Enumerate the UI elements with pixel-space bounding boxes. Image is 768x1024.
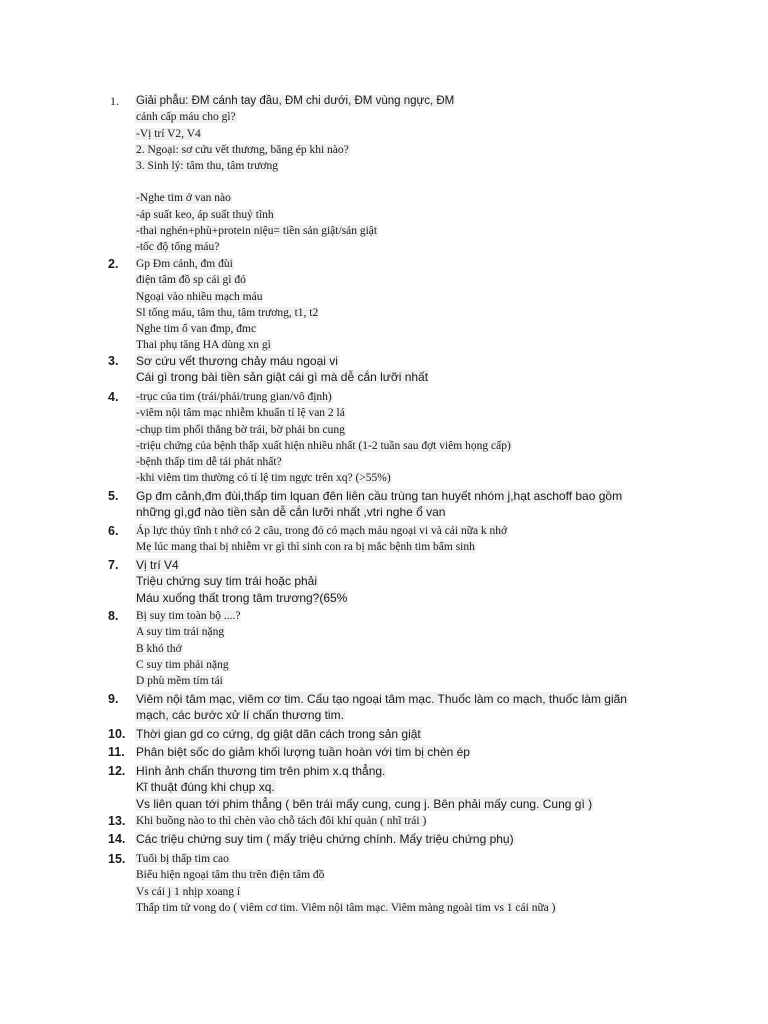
question-number: 1. (110, 94, 119, 108)
question-lines (135, 389, 512, 487)
question-line: mạch, các bước xử lí chấn thương tim. (136, 708, 344, 723)
question-line: -áp suất keo, áp suất thuỷ tĩnh (136, 208, 274, 221)
question-line: C suy tim phải nặng (136, 658, 229, 671)
question-line: -tốc độ tống máu? (136, 241, 220, 254)
question-line: Giải phẫu: ĐM cánh tay đầu, ĐM chi dưới, ĐM vùng ngực, ĐM (136, 95, 455, 107)
question-line: Triệu chứng suy tim trái hoặc phải (136, 574, 318, 589)
question-line: D phù mềm tím tái (136, 675, 223, 688)
question-line: Gp Đm cảnh, đm đùi (136, 258, 233, 270)
question-number: 15. (108, 852, 126, 866)
question-line: -viêm nội tâm mạc nhiễm khuẩn tỉ lệ van 2 lá (136, 407, 345, 420)
question-line: Các triệu chứng suy tim ( mấy triệu chứng chính. Mấy triệu chứng phụ) (136, 832, 514, 846)
question-line: cảnh cấp máu cho gì? (136, 111, 236, 124)
question-line: Khi buồng nào to thì chèn vào chỗ tách đôi khí quản ( nhĩ trái ) (136, 815, 427, 827)
question-line: Vị trí V4 (136, 558, 179, 572)
question-lines (135, 557, 348, 606)
question-line: Hình ảnh chấn thương tim trên phim x.q thẳng. (136, 764, 386, 778)
question-number: 8. (108, 609, 119, 623)
question-line: -Nghe tim ở van nào (136, 192, 231, 205)
question-line: Gp đm cảnh,đm đùi,thấp tim lquan đên liên cầu trùng tan huyết nhóm j,hạt aschoff bao gồm (136, 489, 623, 503)
question-number: 4. (108, 390, 119, 404)
question-line: Viêm nội tâm mạc, viêm cơ tim. Cấu tạo ngoại tâm mạc. Thuốc làm co mạch, thuốc làm giãn (136, 692, 627, 706)
question-number: 10. (108, 727, 126, 741)
question-lines (135, 763, 593, 812)
question-number: 2. (108, 257, 119, 271)
question-line: Cái gì trong bài tiền sản giật cái gì mà dễ cắn lưỡi nhất (136, 370, 429, 385)
question-lines (135, 726, 422, 742)
question-line: Kĩ thuật đúng khi chụp xq. (136, 780, 275, 795)
question-number: 9. (108, 692, 119, 706)
question-lines (135, 744, 471, 760)
question-line: Thấp tim tử vong do ( viêm cơ tim. Viêm nội tâm mạc. Viêm màng ngoài tim vs 1 cái nữa ) (136, 901, 556, 914)
question-lines (135, 813, 427, 829)
question-line: những gì,gđ nào tiền sản dễ cắn lưỡi nhất ,vtri nghe ổ van (136, 505, 446, 520)
question-number: 12. (108, 764, 126, 778)
question-line: Phân biệt sốc do giảm khối lượng tuần hoàn với tim bị chèn ép (136, 745, 470, 759)
question-number: 11. (108, 745, 125, 759)
question-line: Mẹ lúc mang thai bị nhiễm vr gì thì sinh con ra bị mắc bệnh tim bẩm sinh (136, 541, 475, 554)
question-line: Vs liên quan tới phim thẳng ( bên trái mấy cung, cung j. Bên phải mấy cung. Cung gì ) (136, 796, 593, 811)
question-number: 5. (108, 489, 119, 503)
question-line: 3. Sinh lý: tâm thu, tâm trương (136, 160, 279, 173)
question-lines (135, 608, 241, 689)
question-lines (135, 353, 429, 386)
question-number: 7. (108, 558, 119, 572)
question-lines (135, 851, 557, 916)
question-line: -Vị trí V2, V4 (136, 127, 201, 140)
question-line: Nghe tim ổ van đmp, đmc (136, 323, 257, 336)
question-line: Ngoại vào nhiều mạch máu (136, 290, 263, 303)
question-line: Thời gian gd co cứng, dg giật dãn cách trong sản giật (136, 727, 421, 741)
question-line: B khó thở (136, 642, 182, 655)
question-line: Sl tống máu, tâm thu, tâm trương, t1, t2 (136, 306, 319, 319)
question-line: -thai nghén+phù+protein niệu= tiền sản giật/sản giật (136, 225, 378, 238)
question-number: 13. (108, 814, 126, 828)
question-line: điện tâm đồ sp cái gì đó (136, 274, 246, 287)
question-line: Máu xuống thất trong tâm trương?(65% (136, 590, 348, 605)
question-line: Áp lực thủy tĩnh t nhớ có 2 câu, trong đó có mạch máu ngoại vi và cái nữa k nhớ (136, 525, 508, 537)
blank-line (135, 174, 455, 190)
question-line: A suy tim trái nặng (136, 626, 225, 639)
question-line: Biểu hiện ngoại tâm thu trên điện tâm đồ (136, 869, 325, 882)
question-line: -triệu chứng của bệnh thấp xuất hiện nhiều nhất (1-2 tuần sau đợt viêm họng cấp) (136, 439, 511, 452)
question-line: Sơ cứu vết thương chảy máu ngoại vi (136, 354, 338, 368)
question-number: 6. (108, 524, 119, 538)
question-line: -bệnh thấp tim dễ tái phát nhất? (136, 456, 282, 469)
question-lines (135, 93, 455, 256)
question-line: -chụp tim phổi thẳng bờ trái, bờ phải bn cung (136, 423, 345, 436)
question-lines (135, 691, 628, 724)
question-line: Bị suy tim toàn bộ ....? (136, 610, 241, 622)
question-line: 2. Ngoại: sơ cứu vết thương, băng ép khi nào? (136, 143, 349, 156)
question-number: 14. (108, 832, 126, 846)
question-line: -khi viêm tim thường có tỉ lệ tim ngực trên xq? (>55%) (136, 472, 391, 485)
question-lines (135, 488, 623, 521)
question-line: -trục của tim (trái/phải/trung gian/vô định) (136, 391, 332, 403)
question-lines (135, 256, 319, 354)
question-line: Tuổi bị thấp tim cao (136, 853, 229, 865)
question-line: Thai phụ tăng HA dùng xn gì (136, 339, 271, 352)
question-line: Vs cái j 1 nhịp xoang í (136, 885, 241, 898)
question-number: 3. (108, 354, 119, 368)
question-lines (135, 831, 515, 847)
question-lines (135, 523, 508, 556)
